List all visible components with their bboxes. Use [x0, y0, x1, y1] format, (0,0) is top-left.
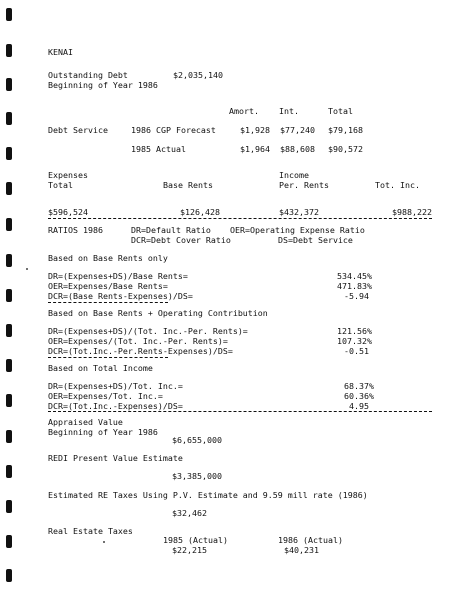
real-estate-taxes-1985-header: 1985 (Actual) — [163, 535, 228, 545]
binder-hole-mark — [6, 8, 12, 21]
outstanding-debt-value: $2,035,140 — [173, 70, 223, 80]
ratio-definition-ds: DS=Debt Service — [278, 235, 353, 245]
ratio-formula: DR=(Expenses+DS)/(Tot. Inc.-Per. Rents)= — [48, 326, 248, 336]
ratio-definition-dcr: DCR=Debt Cover Ratio — [131, 235, 231, 245]
ratio-value: 534.45% — [337, 271, 372, 281]
per-rents-value: $432,372 — [279, 207, 319, 217]
estimated-taxes-label: Estimated RE Taxes Using P.V. Estimate and 9.59 mill rate (1986) — [48, 490, 368, 500]
redi-estimate-label: REDI Present Value Estimate — [48, 453, 183, 463]
real-estate-taxes-1986-header: 1986 (Actual) — [278, 535, 343, 545]
expenses-value: $596,524 — [48, 207, 88, 217]
income-header: Income — [279, 170, 309, 180]
binder-hole-mark — [6, 112, 12, 125]
ratio-value: 121.56% — [337, 326, 372, 336]
dashed-divider — [48, 411, 432, 412]
debt-service-amort: $1,964 — [240, 144, 270, 154]
ratio-formula: DCR=(Tot.Inc.-Expenses)/DS= — [48, 401, 183, 411]
binder-hole-mark — [6, 289, 12, 302]
section-heading: Based on Total Income — [48, 363, 153, 373]
ratio-value: 68.37% — [344, 381, 374, 391]
ratio-definition-dr: DR=Default Ratio — [131, 225, 211, 235]
debt-service-row-label: 1986 CGP Forecast — [131, 125, 216, 135]
binder-hole-mark — [6, 254, 12, 267]
ratio-value: -0.51 — [344, 346, 369, 356]
base-rents-header: Base Rents — [163, 180, 213, 190]
binder-hole-mark — [6, 394, 12, 407]
binder-hole-mark — [6, 182, 12, 195]
int-header: Int. — [279, 106, 299, 116]
real-estate-taxes-label: Real Estate Taxes — [48, 526, 133, 536]
document-title: KENAI — [48, 47, 73, 57]
real-estate-taxes-1986-value: $40,231 — [284, 545, 319, 555]
ratio-formula: OER=Expenses/Tot. Inc.= — [48, 391, 163, 401]
ratio-value: 471.83% — [337, 281, 372, 291]
tot-inc-value: $988,222 — [392, 207, 432, 217]
ratio-formula: OER=Expenses/(Tot. Inc.-Per. Rents)= — [48, 336, 228, 346]
tot-inc-header: Tot. Inc. — [375, 180, 420, 190]
amort-header: Amort. — [229, 106, 259, 116]
debt-service-int: $88,608 — [280, 144, 315, 154]
ratio-definition-oer: OER=Operating Expense Ratio — [230, 225, 365, 235]
section-heading: Based on Base Rents only — [48, 253, 168, 263]
binder-hole-mark — [6, 569, 12, 582]
ratio-formula: DR=(Expenses+DS)/Tot. Inc.= — [48, 381, 183, 391]
binder-hole-mark — [6, 324, 12, 337]
total-header: Total — [328, 106, 353, 116]
debt-service-int: $77,240 — [280, 125, 315, 135]
appraised-value-subtitle: Beginning of Year 1986 — [48, 427, 158, 437]
dashed-divider — [48, 218, 432, 219]
redi-estimate-value: $3,385,000 — [172, 471, 222, 481]
dashed-divider — [48, 302, 168, 303]
ratio-value: 60.36% — [344, 391, 374, 401]
ratio-formula: DCR=(Base Rents-Expenses)/DS= — [48, 291, 193, 301]
binder-hole-mark — [6, 430, 12, 443]
estimated-taxes-value: $32,462 — [172, 508, 207, 518]
scan-speck — [26, 268, 28, 270]
debt-service-total: $79,168 — [328, 125, 363, 135]
binder-hole-mark — [6, 218, 12, 231]
ratios-title: RATIOS 1986 — [48, 225, 103, 235]
outstanding-debt-label: Outstanding Debt — [48, 70, 128, 80]
binder-hole-mark — [6, 500, 12, 513]
debt-service-amort: $1,928 — [240, 125, 270, 135]
real-estate-taxes-1985-value: $22,215 — [172, 545, 207, 555]
binder-hole-mark — [6, 78, 12, 91]
per-rents-header: Per. Rents — [279, 180, 329, 190]
ratio-formula: DR=(Expenses+DS)/Base Rents= — [48, 271, 188, 281]
section-heading: Based on Base Rents + Operating Contribution — [48, 308, 268, 318]
appraised-value-label: Appraised Value — [48, 417, 123, 427]
binder-hole-mark — [6, 535, 12, 548]
expenses-header: Expenses — [48, 170, 88, 180]
ratio-formula: OER=Expenses/Base Rents= — [48, 281, 168, 291]
debt-service-total: $90,572 — [328, 144, 363, 154]
ratio-formula: DCR=(Tot.Inc.-Per.Rents-Expenses)/DS= — [48, 346, 233, 356]
binder-hole-mark — [6, 359, 12, 372]
ratio-value: -5.94 — [344, 291, 369, 301]
binder-hole-mark — [6, 147, 12, 160]
scan-speck — [103, 541, 105, 543]
ratio-value: 107.32% — [337, 336, 372, 346]
binder-hole-mark — [6, 44, 12, 57]
binder-hole-mark — [6, 465, 12, 478]
appraised-value: $6,655,000 — [172, 435, 222, 445]
ratio-value: 4.95 — [349, 401, 369, 411]
expenses-header-sub: Total — [48, 180, 73, 190]
outstanding-debt-subtitle: Beginning of Year 1986 — [48, 80, 158, 90]
base-rents-value: $126,428 — [180, 207, 220, 217]
dashed-divider — [48, 357, 168, 358]
debt-service-row-label: 1985 Actual — [131, 144, 186, 154]
debt-service-label: Debt Service — [48, 125, 108, 135]
